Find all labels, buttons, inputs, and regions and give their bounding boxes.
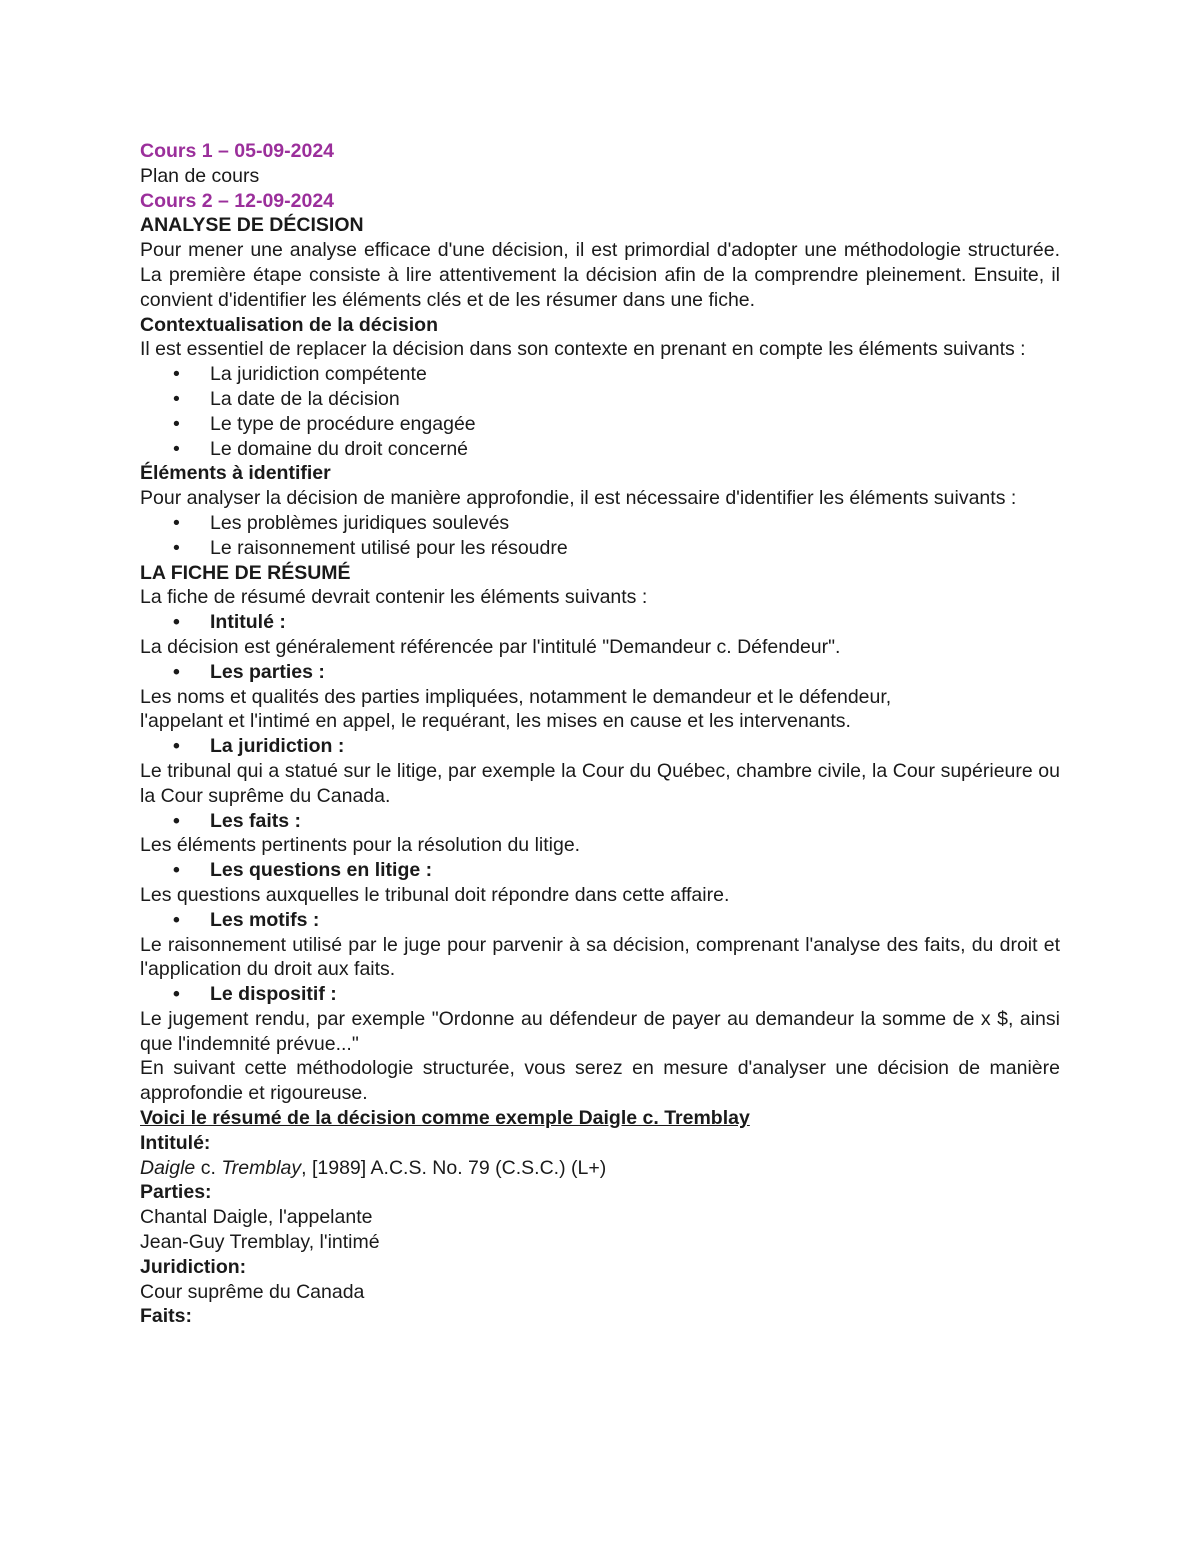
case-party-1: Daigle [140,1156,196,1179]
list-item: • Les problèmes juridiques soulevés [140,511,1060,536]
example-intitule-label: Intitulé: [140,1131,211,1154]
fiche-text-juridiction: Le tribunal qui a statué sur le litige, par exemple la Cour du Québec, chambre civile, la Cour supérieure ou la Cour suprême du Canada. [140,759,1060,807]
fiche-item-intitule [140,610,1060,635]
list-item: • La juridiction compétente [140,362,1060,387]
elements-intro: Pour analyser la décision de manière approfondie, il est nécessaire d'identifier les éléments suivants : [140,487,1017,510]
example-title: Voici le résumé de la décision comme exemple Daigle c. Tremblay [140,1107,750,1130]
fiche-text-dispositif: Le jugement rendu, par exemple "Ordonne au défendeur de payer au demandeur la somme de x $, ainsi que l'indemnité prévue..." [140,1007,1060,1055]
context-list [140,362,1060,461]
elements-list [140,511,1060,561]
list-item: • Intitulé : [140,610,1060,635]
fiche-item-juridiction [140,734,1060,759]
example-party-1: Chantal Daigle, l'appelante [140,1206,373,1229]
list-item: • Le domaine du droit concerné [140,437,1060,462]
fiche-intro: La fiche de résumé devrait contenir les éléments suivants : [140,586,648,609]
fiche-text-parties-2: l'appelant et l'intimé en appel, le requérant, les mises en cause et les intervenants. [140,710,851,733]
example-juridiction-value: Cour suprême du Canada [140,1280,365,1303]
example-faits-label: Faits: [140,1305,193,1328]
list-item: • Les questions en litige : [140,858,1060,883]
fiche-item-faits [140,809,1060,834]
example-parties-label: Parties: [140,1181,212,1204]
list-item: • La date de la décision [140,387,1060,412]
list-item: • Le dispositif : [140,982,1060,1007]
fiche-text-parties-1: Les noms et qualités des parties impliquées, notamment le demandeur et le défendeur, [140,685,892,708]
case-separator: c. [195,1156,222,1179]
fiche-title: LA FICHE DE RÉSUMÉ [140,561,351,584]
conclusion-text: En suivant cette méthodologie structurée, vous serez en mesure d'analyser une décision de manière approfondie et rigoureuse. [140,1057,1060,1105]
example-juridiction-label: Juridiction: [140,1255,247,1278]
cours2-heading: Cours 2 – 12-09-2024 [140,189,335,212]
document-page [140,139,1060,1329]
plan-de-cours: Plan de cours [140,164,260,187]
fiche-item-motifs [140,908,1060,933]
fiche-item-parties [140,660,1060,685]
list-item: • Le raisonnement utilisé pour les résoudre [140,536,1060,561]
fiche-item-questions [140,858,1060,883]
fiche-text-motifs: Le raisonnement utilisé par le juge pour parvenir à sa décision, comprenant l'analyse des faits, du droit et l'application du droit aux faits. [140,933,1060,981]
list-item: • Les motifs : [140,908,1060,933]
elements-title: Éléments à identifier [140,462,331,485]
list-item: • La juridiction : [140,734,1060,759]
case-party-2: Tremblay [221,1156,302,1179]
example-intitule-value [140,1156,1060,1181]
example-party-2: Jean-Guy Tremblay, l'intimé [140,1231,380,1254]
analyse-title: ANALYSE DE DÉCISION [140,214,364,237]
context-title: Contextualisation de la décision [140,313,438,336]
list-item: • Le type de procédure engagée [140,412,1060,437]
analyse-intro: Pour mener une analyse efficace d'une décision, il est primordial d'adopter une méthodologie structurée. La première étape consiste à lire attentivement la décision afin de la comprendre pleinement. Ensuite, il convient d'identifier les éléments clés et de les résumer dans une fiche. [140,239,1060,311]
cours1-heading: Cours 1 – 05-09-2024 [140,140,335,162]
case-citation: , [1989] A.C.S. No. 79 (C.S.C.) (L+) [301,1156,607,1179]
context-intro: Il est essentiel de replacer la décision dans son contexte en prenant en compte les éléments suivants : [140,338,1026,361]
fiche-text-questions: Les questions auxquelles le tribunal doit répondre dans cette affaire. [140,883,730,906]
list-item: • Les faits : [140,809,1060,834]
fiche-text-faits: Les éléments pertinents pour la résolution du litige. [140,834,581,857]
fiche-item-dispositif [140,982,1060,1007]
list-item: • Les parties : [140,660,1060,685]
fiche-text-intitule: La décision est généralement référencée par l'intitulé "Demandeur c. Défendeur". [140,635,841,658]
